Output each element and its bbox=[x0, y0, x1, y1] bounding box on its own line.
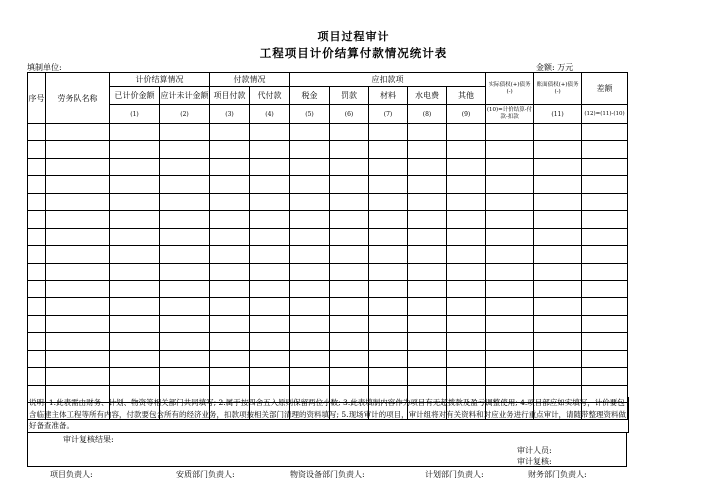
table-cell bbox=[290, 193, 330, 210]
table-cell bbox=[486, 228, 534, 245]
table-cell bbox=[330, 315, 369, 332]
table-cell bbox=[582, 141, 628, 158]
table-cell bbox=[369, 246, 408, 263]
table-cell bbox=[290, 315, 330, 332]
table-cell bbox=[210, 228, 250, 245]
table-cell bbox=[160, 228, 210, 245]
col-index: (6) bbox=[330, 105, 369, 124]
col-header-book: 账面债权(+)债务(-) bbox=[534, 73, 582, 105]
table-cell bbox=[110, 193, 160, 210]
table-cell bbox=[250, 298, 290, 315]
table-cell bbox=[160, 315, 210, 332]
table-cell bbox=[582, 158, 628, 175]
table-cell bbox=[46, 246, 110, 263]
col-header-valued: 已计价金额 bbox=[110, 87, 160, 105]
table-cell bbox=[290, 211, 330, 228]
table-cell bbox=[250, 333, 290, 350]
table-row bbox=[28, 176, 628, 193]
auditor-label: 审计人员: bbox=[517, 446, 552, 455]
project-head-signature: 项目负责人: bbox=[50, 470, 93, 479]
table-cell bbox=[28, 246, 46, 263]
table-cell bbox=[250, 228, 290, 245]
material-head-signature: 物资设备部门负责人: bbox=[290, 470, 365, 479]
table-cell bbox=[290, 228, 330, 245]
col-header-project-payment: 项目付款 bbox=[210, 87, 250, 105]
table-cell bbox=[46, 158, 110, 175]
table-cell bbox=[46, 193, 110, 210]
table-row bbox=[28, 368, 628, 385]
notes: 说明: 1.此表需由财务、计划、物资等相关部门共同填写; 2.属于按四舍五入原则保留两位小数; 3.此表填制内容作为项目有无超拨款及盈亏调整使用; 4.项目部应如实填写，计价要包含临建主体工程等所有内容，付款要包含所有的经济业务，扣款项按相关部门清理的资料填写; 5.现场审计的项目，审计组将对有关资料和对应业务进行重点审计，请随带整理资料做好备查准备。 bbox=[27, 397, 629, 433]
table-cell bbox=[486, 315, 534, 332]
amount-unit-label: 金额: 万元 bbox=[536, 63, 574, 72]
table-cell bbox=[28, 124, 46, 141]
table-cell bbox=[28, 141, 46, 158]
table-cell bbox=[46, 263, 110, 280]
col-header-team: 劳务队名称 bbox=[46, 73, 110, 124]
table-cell bbox=[408, 280, 447, 297]
page-title: 项目过程审计 bbox=[317, 30, 390, 43]
table-cell bbox=[210, 193, 250, 210]
table-cell bbox=[534, 298, 582, 315]
table-cell bbox=[160, 298, 210, 315]
col-index: (2) bbox=[160, 105, 210, 124]
table-cell bbox=[447, 141, 486, 158]
table-cell bbox=[534, 228, 582, 245]
table-cell bbox=[110, 141, 160, 158]
table-cell bbox=[250, 124, 290, 141]
table-cell bbox=[330, 158, 369, 175]
group-header-payment: 付款情况 bbox=[210, 73, 290, 87]
table-cell bbox=[408, 246, 447, 263]
table-row bbox=[28, 246, 628, 263]
table-cell bbox=[447, 263, 486, 280]
table-cell bbox=[447, 158, 486, 175]
table-cell bbox=[534, 280, 582, 297]
table-cell bbox=[582, 350, 628, 367]
table-row bbox=[28, 228, 628, 245]
table-cell bbox=[447, 315, 486, 332]
table-cell bbox=[250, 211, 290, 228]
col-index: (9) bbox=[447, 105, 486, 124]
table-cell bbox=[110, 211, 160, 228]
table-cell bbox=[290, 298, 330, 315]
table-cell bbox=[408, 368, 447, 385]
table-cell bbox=[250, 350, 290, 367]
table-cell bbox=[534, 141, 582, 158]
table-cell bbox=[210, 315, 250, 332]
safety-head-signature: 安质部门负责人: bbox=[176, 470, 235, 479]
table-cell bbox=[160, 124, 210, 141]
table-cell bbox=[110, 350, 160, 367]
table-cell bbox=[447, 193, 486, 210]
table-row bbox=[28, 315, 628, 332]
table-cell bbox=[486, 298, 534, 315]
table-cell bbox=[369, 193, 408, 210]
table-cell bbox=[210, 368, 250, 385]
table-cell bbox=[369, 350, 408, 367]
table-cell bbox=[160, 368, 210, 385]
table-cell bbox=[408, 141, 447, 158]
table-cell bbox=[486, 158, 534, 175]
col-header-diff: 差额 bbox=[582, 73, 628, 105]
table-cell bbox=[28, 158, 46, 175]
col-header-fine: 罚款 bbox=[330, 87, 369, 105]
planning-head-signature: 计划部门负责人: bbox=[425, 470, 484, 479]
col-header-utility: 水电费 bbox=[408, 87, 447, 105]
col-index: (8) bbox=[408, 105, 447, 124]
table-row bbox=[28, 193, 628, 210]
table-cell bbox=[369, 280, 408, 297]
table-cell bbox=[160, 176, 210, 193]
table-cell bbox=[46, 350, 110, 367]
table-cell bbox=[250, 263, 290, 280]
table-cell bbox=[408, 211, 447, 228]
table-cell bbox=[408, 298, 447, 315]
table-cell bbox=[290, 333, 330, 350]
table-cell bbox=[290, 280, 330, 297]
col-index: (7) bbox=[369, 105, 408, 124]
table-cell bbox=[534, 368, 582, 385]
table-cell bbox=[408, 158, 447, 175]
table-cell bbox=[210, 141, 250, 158]
table-cell bbox=[290, 350, 330, 367]
table-cell bbox=[582, 211, 628, 228]
table-cell bbox=[582, 298, 628, 315]
table-cell bbox=[582, 193, 628, 210]
table-cell bbox=[290, 124, 330, 141]
table-cell bbox=[447, 124, 486, 141]
col-header-tax: 税金 bbox=[290, 87, 330, 105]
table-cell bbox=[582, 263, 628, 280]
table-cell bbox=[160, 246, 210, 263]
table-cell bbox=[160, 211, 210, 228]
table-cell bbox=[486, 350, 534, 367]
col-index: (1) bbox=[110, 105, 160, 124]
table-cell bbox=[486, 333, 534, 350]
table-cell bbox=[28, 211, 46, 228]
table-cell bbox=[110, 333, 160, 350]
table-cell bbox=[408, 315, 447, 332]
table-cell bbox=[28, 368, 46, 385]
table-cell bbox=[110, 246, 160, 263]
table-cell bbox=[250, 141, 290, 158]
table-cell bbox=[28, 263, 46, 280]
table-cell bbox=[447, 176, 486, 193]
table-cell bbox=[330, 211, 369, 228]
table-row bbox=[28, 263, 628, 280]
table-cell bbox=[330, 141, 369, 158]
table-cell bbox=[582, 228, 628, 245]
table-cell bbox=[290, 368, 330, 385]
table-cell bbox=[447, 350, 486, 367]
col-header-seq: 序号 bbox=[28, 73, 46, 124]
table-cell bbox=[582, 368, 628, 385]
table-cell bbox=[369, 124, 408, 141]
table-cell bbox=[408, 176, 447, 193]
table-cell bbox=[369, 263, 408, 280]
table-cell bbox=[160, 350, 210, 367]
table-cell bbox=[28, 315, 46, 332]
table-cell bbox=[250, 176, 290, 193]
table-cell bbox=[330, 280, 369, 297]
table-cell bbox=[408, 193, 447, 210]
table-cell bbox=[330, 124, 369, 141]
table-cell bbox=[408, 124, 447, 141]
table-cell bbox=[369, 368, 408, 385]
table-cell bbox=[250, 280, 290, 297]
table-cell bbox=[369, 315, 408, 332]
table-cell bbox=[210, 158, 250, 175]
table-cell bbox=[290, 246, 330, 263]
table-cell bbox=[330, 193, 369, 210]
table-cell bbox=[110, 124, 160, 141]
table-cell bbox=[408, 350, 447, 367]
table-cell bbox=[210, 333, 250, 350]
table-cell bbox=[369, 333, 408, 350]
col-index-diff: (12)=(11)-(10) bbox=[582, 105, 628, 124]
table-cell bbox=[534, 315, 582, 332]
table-cell bbox=[110, 176, 160, 193]
table-row bbox=[28, 280, 628, 297]
col-header-actual: 实际债权(+)债务(-) bbox=[486, 73, 534, 105]
table-cell bbox=[210, 280, 250, 297]
table-cell bbox=[447, 298, 486, 315]
table-cell bbox=[46, 211, 110, 228]
table-cell bbox=[330, 350, 369, 367]
table-cell bbox=[534, 193, 582, 210]
table-cell bbox=[486, 211, 534, 228]
table-cell bbox=[250, 315, 290, 332]
table-cell bbox=[486, 141, 534, 158]
table-cell bbox=[290, 263, 330, 280]
table-cell bbox=[28, 280, 46, 297]
col-index: (4) bbox=[250, 105, 290, 124]
table-cell bbox=[28, 193, 46, 210]
table-cell bbox=[330, 176, 369, 193]
finance-head-signature: 财务部门负责人: bbox=[528, 470, 587, 479]
table-row bbox=[28, 124, 628, 141]
table-cell bbox=[447, 280, 486, 297]
table-cell bbox=[290, 141, 330, 158]
table-cell bbox=[210, 176, 250, 193]
table-cell bbox=[28, 228, 46, 245]
table-cell bbox=[110, 228, 160, 245]
table-cell bbox=[210, 211, 250, 228]
col-header-agent-payment: 代付款 bbox=[250, 87, 290, 105]
table-cell bbox=[46, 333, 110, 350]
table-cell bbox=[369, 158, 408, 175]
table-cell bbox=[582, 124, 628, 141]
table-cell bbox=[447, 246, 486, 263]
col-header-unvalued: 应计未计金额 bbox=[160, 87, 210, 105]
table-cell bbox=[582, 246, 628, 263]
audit-section bbox=[27, 433, 627, 467]
table-cell bbox=[330, 263, 369, 280]
fill-unit-label: 填制单位: bbox=[27, 63, 62, 72]
table-cell bbox=[160, 141, 210, 158]
table-cell bbox=[46, 280, 110, 297]
table-cell bbox=[369, 176, 408, 193]
table-row bbox=[28, 333, 628, 350]
table-cell bbox=[160, 158, 210, 175]
table-cell bbox=[534, 124, 582, 141]
col-header-material: 材料 bbox=[369, 87, 408, 105]
table-row bbox=[28, 350, 628, 367]
table-cell bbox=[28, 176, 46, 193]
table-cell bbox=[28, 333, 46, 350]
table-cell bbox=[160, 333, 210, 350]
table-cell bbox=[210, 124, 250, 141]
table-cell bbox=[486, 246, 534, 263]
table-cell bbox=[160, 263, 210, 280]
table-cell bbox=[290, 158, 330, 175]
table-cell bbox=[250, 368, 290, 385]
audit-review-label: 审计复核: bbox=[517, 457, 552, 466]
table-cell bbox=[46, 228, 110, 245]
table-cell bbox=[486, 263, 534, 280]
table-cell bbox=[290, 176, 330, 193]
table-cell bbox=[160, 280, 210, 297]
table-cell bbox=[250, 158, 290, 175]
table-cell bbox=[534, 350, 582, 367]
table-cell bbox=[210, 350, 250, 367]
table-cell bbox=[110, 158, 160, 175]
col-header-other: 其他 bbox=[447, 87, 486, 105]
table-cell bbox=[369, 141, 408, 158]
table-cell bbox=[582, 176, 628, 193]
table-cell bbox=[486, 193, 534, 210]
table-cell bbox=[369, 298, 408, 315]
table-cell bbox=[408, 333, 447, 350]
table-cell bbox=[369, 211, 408, 228]
table-cell bbox=[110, 280, 160, 297]
table-cell bbox=[46, 176, 110, 193]
table-cell bbox=[28, 350, 46, 367]
table-cell bbox=[330, 298, 369, 315]
table-cell bbox=[330, 246, 369, 263]
table-cell bbox=[534, 333, 582, 350]
table-cell bbox=[447, 333, 486, 350]
col-index-actual: (10)=计价结算-付款-扣款 bbox=[486, 105, 534, 124]
col-index: (5) bbox=[290, 105, 330, 124]
table-cell bbox=[28, 298, 46, 315]
table-cell bbox=[110, 298, 160, 315]
table-cell bbox=[46, 298, 110, 315]
table-cell bbox=[110, 368, 160, 385]
table-body bbox=[28, 124, 628, 420]
statistics-table bbox=[27, 72, 628, 420]
table-cell bbox=[210, 263, 250, 280]
table-cell bbox=[534, 211, 582, 228]
table-row bbox=[28, 141, 628, 158]
table-cell bbox=[486, 368, 534, 385]
table-cell bbox=[46, 141, 110, 158]
table-cell bbox=[486, 176, 534, 193]
group-header-valuation: 计价结算情况 bbox=[110, 73, 210, 87]
table-cell bbox=[210, 246, 250, 263]
table-cell bbox=[447, 211, 486, 228]
table-cell bbox=[534, 263, 582, 280]
table-cell bbox=[369, 228, 408, 245]
table-cell bbox=[210, 298, 250, 315]
table-cell bbox=[110, 315, 160, 332]
table-cell bbox=[447, 368, 486, 385]
col-index: (3) bbox=[210, 105, 250, 124]
table-cell bbox=[46, 315, 110, 332]
table-cell bbox=[330, 228, 369, 245]
form-title: 工程项目计价结算付款情况统计表 bbox=[259, 46, 448, 60]
table-cell bbox=[486, 280, 534, 297]
col-index-book: (11) bbox=[534, 105, 582, 124]
table-cell bbox=[408, 263, 447, 280]
table-cell bbox=[534, 158, 582, 175]
table-cell bbox=[160, 193, 210, 210]
table-cell bbox=[534, 246, 582, 263]
table-cell bbox=[582, 315, 628, 332]
table-cell bbox=[110, 263, 160, 280]
table-row bbox=[28, 298, 628, 315]
table-cell bbox=[250, 246, 290, 263]
table-row bbox=[28, 211, 628, 228]
table-cell bbox=[250, 193, 290, 210]
table-cell bbox=[330, 333, 369, 350]
table-cell bbox=[447, 228, 486, 245]
audit-review-result-label: 审计复核结果: bbox=[63, 435, 114, 444]
table-cell bbox=[582, 333, 628, 350]
table-cell bbox=[486, 124, 534, 141]
table-cell bbox=[534, 176, 582, 193]
table-cell bbox=[46, 124, 110, 141]
table-row bbox=[28, 158, 628, 175]
table-cell bbox=[46, 368, 110, 385]
table-cell bbox=[408, 228, 447, 245]
group-header-deduction: 应扣款项 bbox=[290, 73, 486, 87]
table-cell bbox=[582, 280, 628, 297]
table-cell bbox=[330, 368, 369, 385]
